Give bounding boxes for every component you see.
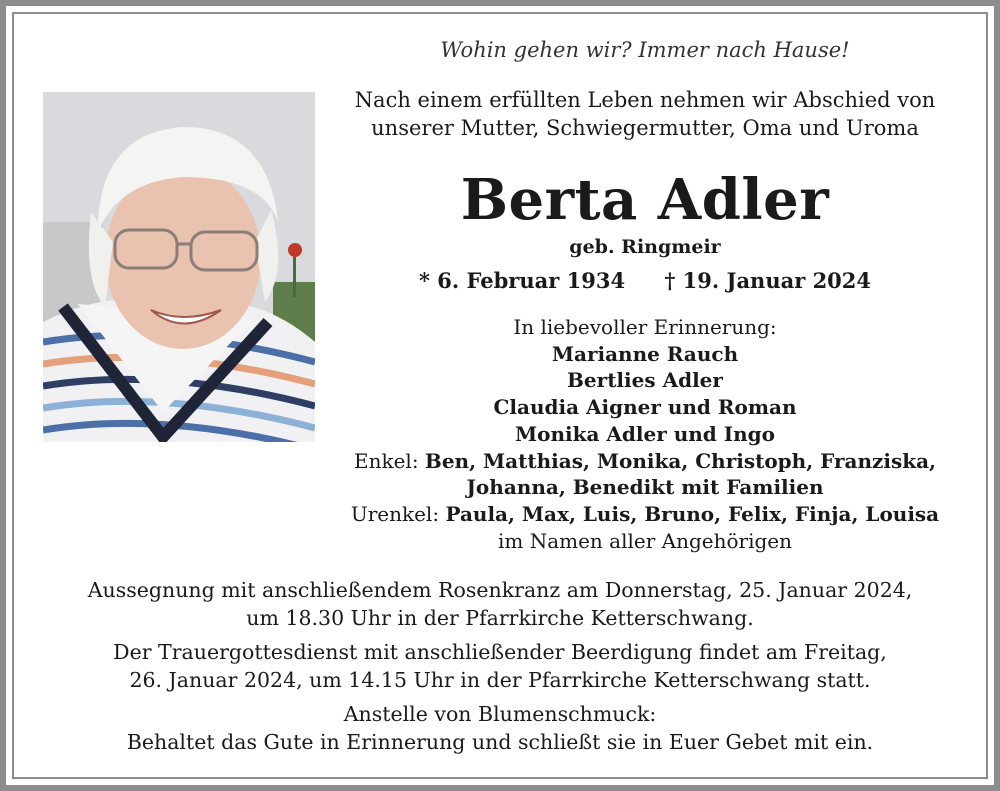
blessing-line: um 18.30 Uhr in der Pfarrkirche Ketterschwang. — [246, 606, 754, 630]
blessing-notice — [30, 576, 970, 632]
grandchildren-names: Ben, Matthias, Monika, Christoph, Franziska, — [424, 448, 936, 473]
flowers-line: Anstelle von Blumenschmuck: — [343, 702, 657, 726]
grandchildren-label: Enkel: — [353, 448, 419, 473]
death-date: † 19. Januar 2024 — [664, 268, 872, 293]
intro-text — [330, 86, 960, 142]
portrait-photo — [43, 92, 315, 442]
flowers-notice — [30, 700, 970, 756]
mourner-name: Marianne Rauch — [551, 341, 739, 366]
great-grandchildren-line — [330, 501, 960, 528]
grandchildren-line — [330, 448, 960, 475]
intro-line: Nach einem erfüllten Leben nehmen wir Abschied von — [354, 88, 936, 112]
intro-line: unserer Mutter, Schwiegermutter, Oma und Uroma — [371, 116, 919, 140]
birth-date: * 6. Februar 1934 — [418, 268, 626, 293]
service-info — [30, 576, 970, 762]
funeral-line: Der Trauergottesdienst mit anschließender Beerdigung findet am Freitag, — [113, 640, 887, 664]
flowers-line: Behaltet das Gute in Erinnerung und schließt sie in Euer Gebet mit ein. — [126, 730, 874, 754]
birth-name: geb. Ringmeir — [569, 236, 721, 258]
grandchildren-names-cont: Johanna, Benedikt mit Familien — [466, 475, 824, 500]
motto: Wohin gehen wir? Immer nach Hause! — [440, 38, 850, 62]
funeral-notice — [30, 638, 970, 694]
blessing-line: Aussegnung mit anschließendem Rosenkranz am Donnerstag, 25. Januar 2024, — [87, 578, 913, 602]
funeral-line: 26. Januar 2024, um 14.15 Uhr in der Pfarrkirche Ketterschwang statt. — [129, 668, 871, 692]
mourner-name: Monika Adler und Ingo — [515, 421, 775, 446]
mourners-heading: In liebevoller Erinnerung: — [513, 315, 777, 339]
deceased-name: Berta Adler — [460, 167, 830, 233]
great-grandchildren-names: Paula, Max, Luis, Bruno, Felix, Finja, Louisa — [445, 501, 940, 526]
mourner-name: Claudia Aigner und Roman — [493, 395, 797, 420]
mourners-list — [330, 314, 960, 554]
great-grandchildren-label: Urenkel: — [350, 501, 440, 526]
mourners-closing: im Namen aller Angehörigen — [497, 528, 792, 553]
life-dates — [330, 268, 960, 293]
mourner-name: Bertlies Adler — [567, 368, 723, 393]
